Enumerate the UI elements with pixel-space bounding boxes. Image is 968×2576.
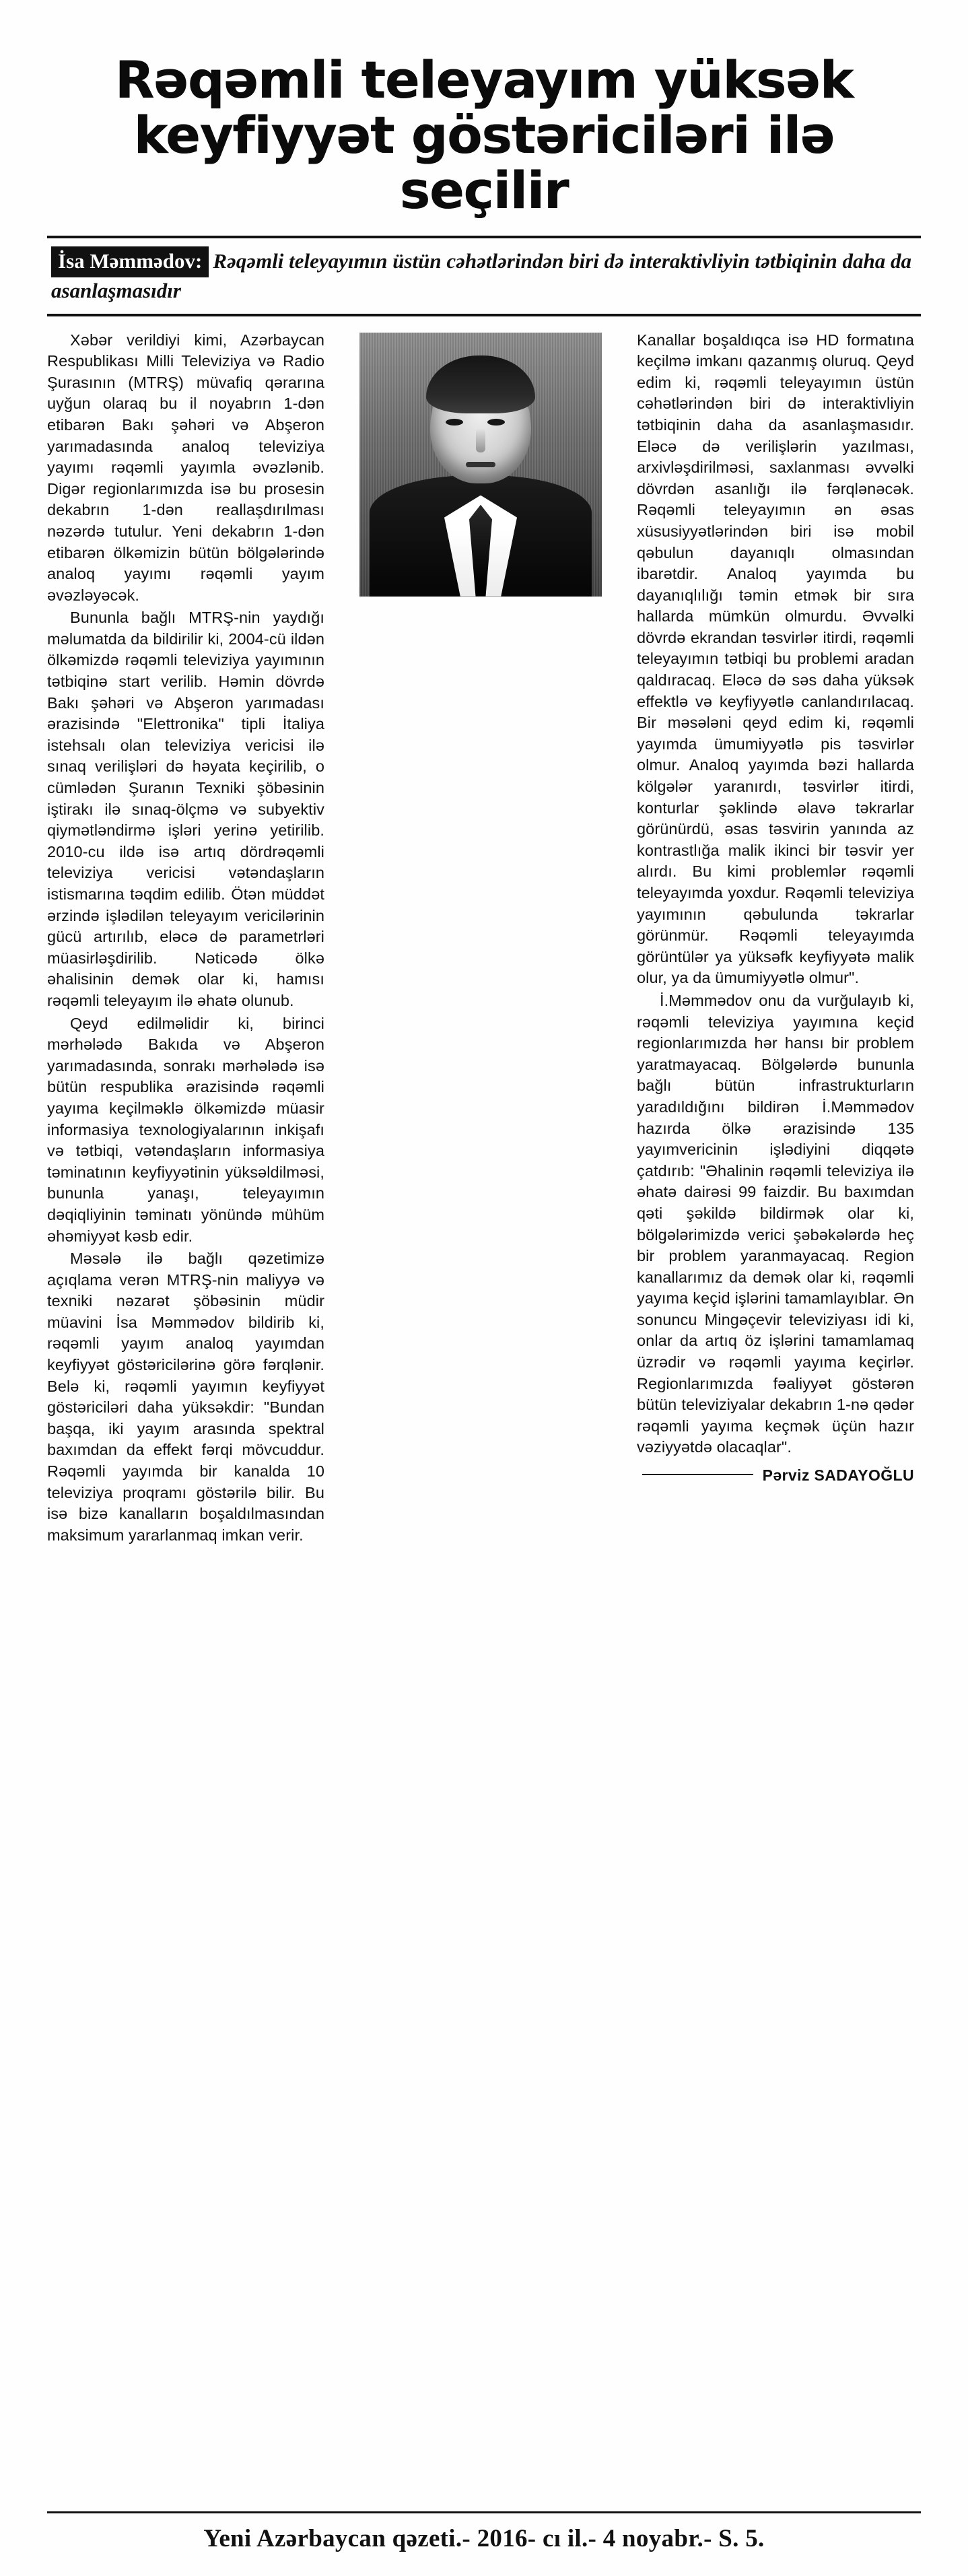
column-middle	[342, 330, 619, 606]
author-signature	[637, 1465, 914, 1486]
paragraph: İ.Məmmədov onu da vurğulayıb ki, rəqəmli televiziya yayımına keçid regionlarımızda hər hansı bir problem yaratmayacaq. Bölgələrdə bununla bağlı bütün infrastrukturların yaradıldığını bildirən İ.Məmmədov hazırda ölkə ərazisində 135 yayımvericinin işlədiyini diqqətə çatdırıb: "Əhalinin rəqəmli televiziya ilə əhatə dairəsi 99 faizdir. Bu baxımdan qəti şəkildə bildirmək olar ki, bölgələrimizdə verici şəbəkələrdə heç bir problem yaranmayacaq. Region kanallarımız da demək olar ki, rəqəmli yayıma keçid işlərini tamamlayıblar. Ən sonuncu Mingəçevir televiziyası idi ki, onlar da artıq öz işlərini tamamlamaq üzrədir və rəqəmli yayıma keçirlər. Regionlarımızda fəaliyyət göstərən bütün televiziyalar dekabrın 1-nə qədər rəqəmli yayıma keçmək üçün hazır vəziyyətdə olacaqlar".	[637, 991, 914, 1456]
headline-line-2: keyfiyyət göstəriciləri ilə seçilir	[133, 105, 835, 221]
page-footer	[0, 2511, 968, 2553]
photo-eye-right	[487, 419, 505, 426]
column-right	[637, 330, 914, 1486]
paragraph: Qeyd edilməlidir ki, birinci mərhələdə Bakıda və Abşeron yarımadasında, sonrakı mərhələdə isə bütün respublika ərazisində rəqəmli yayıma keçilməklə ölkəmizdə müasir informasiya texnologiyalarının inkişafı və tətbiqi, vətəndaşların informasiya təminatının keyfiyyətinin yüksəldilməsi, bununla yanaşı, teleyayımın dəqiqliyinin təminatı yönündə mühüm əhəmiyyət kəsb edir.	[47, 1014, 324, 1245]
photo-mouth	[466, 462, 495, 467]
paragraph: Bununla bağlı MTRŞ-nin yaydığı məlumatda da bildirilir ki, 2004-cü ildən ölkəmizdə rəqəmli televiziya yayımının tətbiqinə start verilib. Həmin dövrdə Bakı şəhəri və Abşeron yarımadası ərazisində "Elettronika" tipli İtaliya istehsalı olan televiziya vericisi ilə sınaq verilişləri də həyata keçirilib, o cümlədən Şuranın Texniki şöbəsinin iştirakı ilə sınaq-ölçmə və subyektiv qiymətləndirmə işləri yerinə yetirilib. 2010-cu ildə isə artıq dördrəqəmli televiziya vericisi vətəndaşların istismarına təqdim edilib. Ötən müddət ərzində işlədilən teleyayım vericilərinin gücü artırılıb, eləcə də parametrləri müasirləşdirilib. Nəticədə ölkə əhalisinin demək olar ki, hamısı rəqəmli teleyayım ilə əhatə olunub.	[47, 609, 324, 1009]
standfirst	[51, 246, 917, 304]
standfirst-bar	[47, 236, 921, 316]
paragraph: Məsələ ilə bağlı qəzetimizə açıqlama verən MTRŞ-nin maliyyə və texniki nəzarət şöbəsinin müdir müavini İsa Məmmədov bildirib ki, rəqəmli yayım analoq yayımdan keyfiyyət göstəricilərinə görə fərqlənir. Belə ki, rəqəmli yayımın keyfiyyət göstəriciləri daha yüksəkdir: "Bundan başqa, iki yayım arasında spektral baxımdan da effekt fərqi mövcuddur. Rəqəmli yayımda bir kanalda 10 televiziya proqramı göstərilə bilir. Bu isə bizə kanalların boşaldılmasından maksimum yararlanmaq imkan verir.	[47, 1250, 324, 1544]
photo-eye-left	[446, 419, 463, 426]
portrait-photo	[359, 333, 602, 597]
column-left	[47, 330, 324, 1548]
footer-divider	[47, 2511, 921, 2513]
standfirst-text: Rəqəmli teleyayımın üstün cəhətlərindən biri də interaktivliyin tətbiqinin daha da asanlaşmasıdır	[51, 249, 912, 302]
paragraph: Kanallar boşaldıqca isə HD formatına keçilmə imkanı qazanmış oluruq. Qeyd edim ki, rəqəmli teleyayımın üstün cəhətlərindən biri də interaktivliyin tətbiqinin daha da asanlaşmasıdır. Eləcə də verilişlərin yazılması, arxivləşdirilməsi, saxlanması əvvəlki dövrdən asanlığı ilə fərqlənəcək. Rəqəmli teleyayımın ən əsas xüsusiyyətlərindən biri isə mobil qəbulun dayanıqlı olmasından ibarətdir. Analoq yayımda bu dayanıqlılığı təmin etmək bir sıra hallarda mümkün olmurdu. Əvvəlki dövrdə ekrandan təsvirlər itirdi, rəqəmli teleyayımın tətbiqi bu problemi aradan qaldıracaq. Eləcə də səs daha yüksək effektlə və keyfiyyətlə canlandırılacaq. Bir məsələni qeyd edim ki, rəqəmli yayımda ümumiyyətlə pis təsvirlər olmur. Analoq yayımda bəzi hallarda kölgələr yaranırdı, təsvirlər itirdi, konturlar şəklində əlavə təkrarlar görünürdü, əsas təsvirin yanında az kontrastlığa malik ikinci bir təsvir yer alırdı. Bu kimi problemlər rəqəmli teleyayımda yoxdur. Rəqəmli televiziya yayımının qəbulunda təkrarlar görünmür. Rəqəmli teleyayımda görüntülər ya yüksəfk keyfiyyətə malik olur, ya da ümumiyyətlə olmur".	[637, 331, 914, 987]
paragraph: Xəbər verildiyi kimi, Azərbaycan Respublikası Milli Televiziya və Radio Şurasının (MTRŞ) müvafiq qərarına uyğun olaraq bu il noyabrın 1-dən etibarən Bakı şəhəri və Abşeron yarımadasında analoq televiziya yayımı rəqəmli yayımla əvəzlənib. Digər regionlarımızda isə bu prosesin dekabrın 1-dən reallaşdırılması nəzərdə tutulur. Yeni dekabrın 1-dən etibarən ölkəmizin bütün bölgələrində analoq yayımı rəqəmli yayım əvəzləyəcək.	[47, 331, 324, 604]
speaker-name: İsa Məmmədov:	[51, 246, 209, 277]
page-title	[47, 50, 921, 221]
headline-line-1: Rəqəmli teleyayım yüksək	[114, 50, 854, 110]
source-citation: Yeni Azərbaycan qəzeti.- 2016- cı il.- 4 noyabr.- S. 5.	[203, 2525, 765, 2552]
photo-nose	[476, 428, 485, 452]
article-body	[47, 330, 921, 1548]
author-name: Pərviz SADAYOĞLU	[762, 1466, 914, 1485]
signature-rule	[642, 1474, 753, 1475]
